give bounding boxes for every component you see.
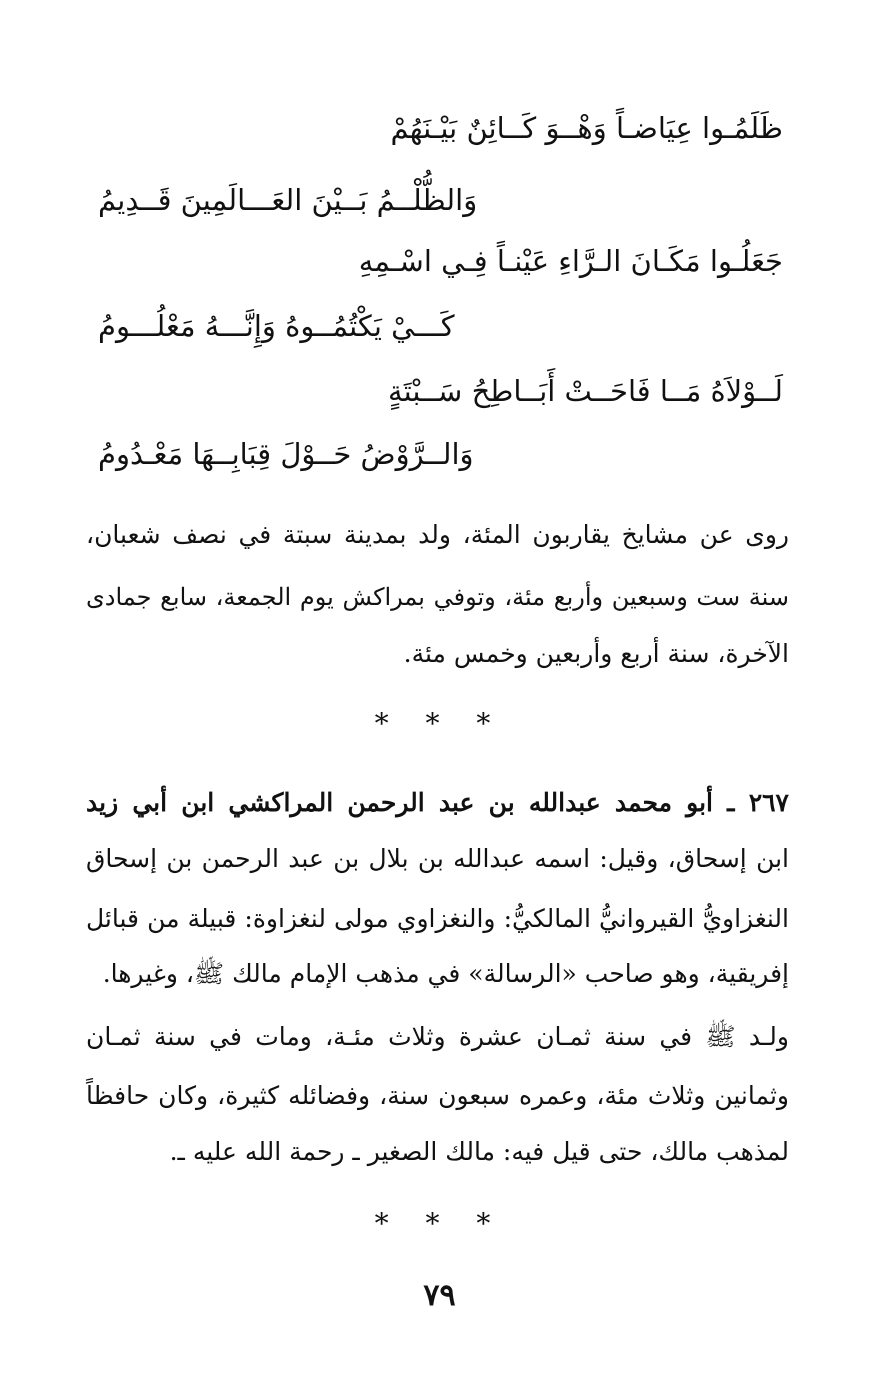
poem-verse-6: وَالــرَّوْضُ حَــوْلَ قِبَابِــهَا مَعْـدُومُ bbox=[98, 437, 474, 471]
paragraph-line: الآخرة، سنة أربع وأربعين وخمس مئة. bbox=[403, 639, 789, 668]
poem-verse-4: كَـــيْ يَكْتُمُــوهُ وَإِنَّـــهُ مَعْلُـــومُ bbox=[98, 309, 455, 343]
poem-verse-2: وَالظُّلْــمُ بَــيْنَ العَـــالَمِينَ قَــدِيمُ bbox=[98, 183, 478, 217]
paragraph-line: إفريقية، وهو صاحب «الرسالة» في مذهب الإمام مالك ﷺ، وغيرها. bbox=[102, 959, 789, 988]
paragraph-line: سنة ست وسبعين وأربع مئة، وتوفي بمراكش يوم الجمعة، سابع جمادى bbox=[86, 583, 789, 611]
poem-verse-3: جَعَلُـوا مَكَـانَ الـرَّاءِ عَيْنـاً فِـي اسْـمِهِ bbox=[358, 244, 783, 278]
poem-verse-1: ظَلَمُـوا عِيَاضـاً وَهْــوَ كَــائِنٌ بَيْـنَهُمْ bbox=[390, 111, 783, 145]
section-separator: * * * bbox=[374, 1207, 505, 1240]
paragraph-line: ابن إسحاق، وقيل: اسمه عبدالله بن بلال بن عبد الرحمن بن إسحاق bbox=[86, 844, 789, 873]
paragraph-line: روى عن مشايخ يقاربون المئة، ولد بمدينة سبتة في نصف شعبان، bbox=[86, 520, 789, 549]
paragraph-line: النغزاويُّ القيروانيُّ المالكيُّ: والنغزاوي مولى لنغزاوة: قبيلة من قبائل bbox=[86, 904, 789, 933]
page-number: ٧٩ bbox=[423, 1278, 456, 1313]
paragraph-line: ولـد ﷺ في سنة ثمـان عشرة وثلاث مئـة، ومات في سنة ثمـان bbox=[86, 1022, 789, 1051]
poem-verse-5: لَــوْلاَهُ مَــا فَاحَــتْ أَبَــاطِحُ سَــبْتَةٍ bbox=[388, 374, 783, 408]
paragraph-line: لمذهب مالك، حتى قيل فيه: مالك الصغير ـ رحمة الله عليه ـ. bbox=[169, 1137, 789, 1166]
entry-heading-line: ٢٦٧ ـ أبو محمد عبدالله بن عبد الرحمن المراكشي ابن أبي زيد bbox=[86, 788, 789, 817]
paragraph-line: وثمانين وثلاث مئة، وعمره سبعون سنة، وفضائله كثيرة، وكان حافظاً bbox=[86, 1081, 789, 1110]
section-separator: * * * bbox=[374, 707, 505, 740]
